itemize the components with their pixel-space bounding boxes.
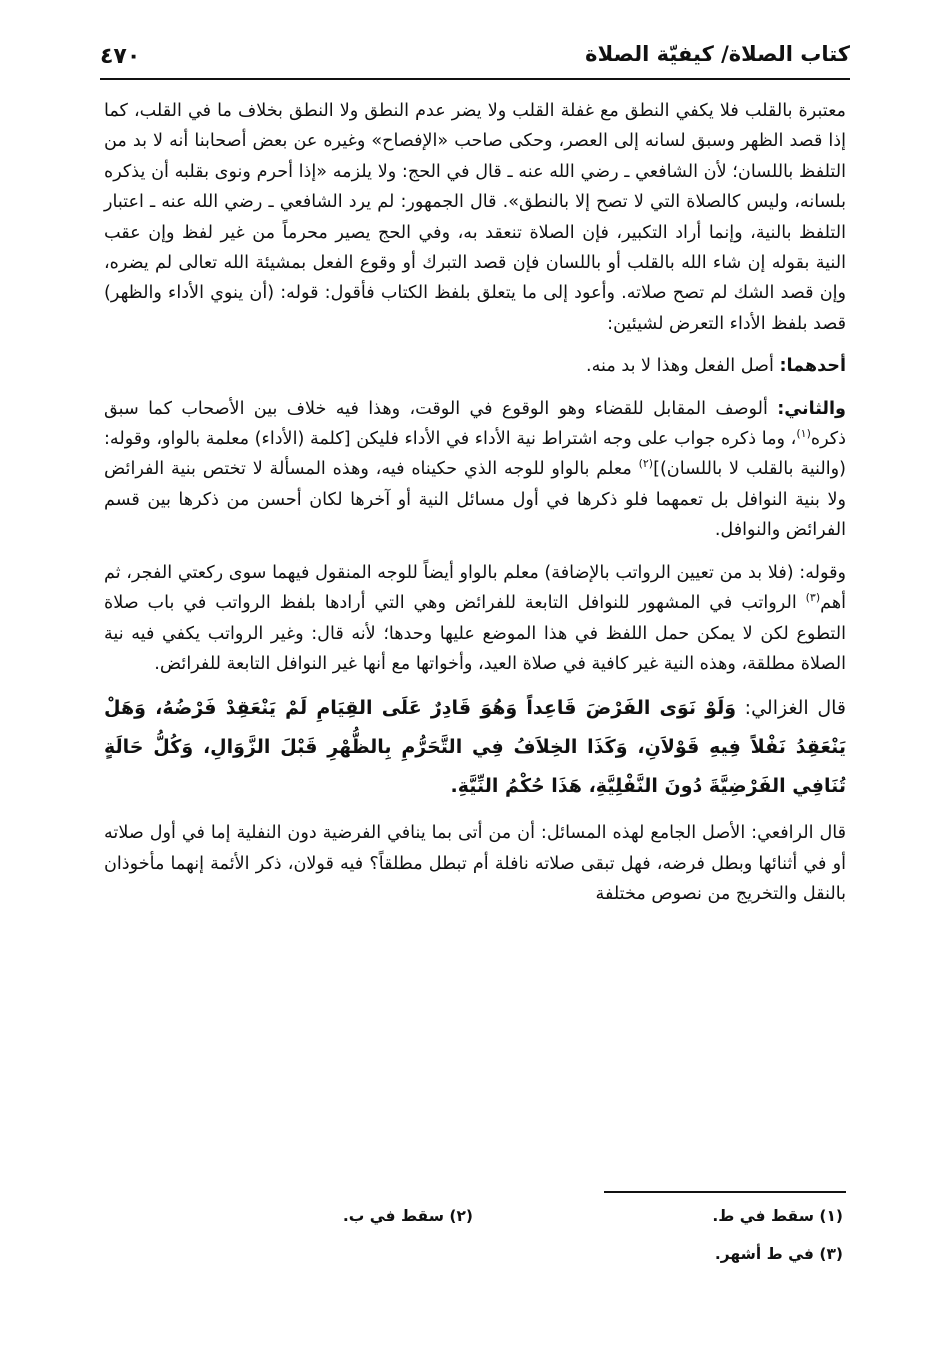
paragraph-3-text-b: ، وما ذكره جواب على وجه اشتراط نية الأداء في الأداء فليكن [كلمة (الأداء) معلمة بالواو، وقوله: (والنية بالقلب لا باللسان)] [104,429,846,480]
page-number: ٤٧٠ [100,44,141,69]
paragraph-3-lead: والثاني: [777,398,846,419]
paragraph-3 [104,394,846,546]
paragraph-2-lead: أحدهما: [779,356,846,377]
running-header [100,40,850,80]
paragraph-4 [104,558,846,680]
footnote-2: (٢) سقط في ب. [342,1207,473,1225]
footnote-ref-3: (٣) [805,591,821,605]
ghazali-quote-lead: قال الغزالي: [736,697,846,720]
ghazali-quote-text: وَلَوْ نَوَى الفَرْضَ قَاعِداً وَهُوَ قَادِرٌ عَلَى القِيَامِ لَمْ يَنْعَقِدْ فَرْضُهُ، وَهَلْ يَنْعَقِدُ نَفْلاً فِيهِ قَوْلاَنِ، وَكَذَا الخِلاَفُ فِي التَّحَرُّمِ بِالظُّهْرِ قَبْلَ الزَّوَالِ، وَكُلُّ حَالَةٍ تُنَافِي الفَرْضِيَّةَ دُونَ النَّفْلِيَّةِ، هَذَا حُكْمُ النِّيَّةِ. [104,697,846,798]
footnote-1: (١) سقط في ط. [712,1207,843,1225]
footnote-3: (٣) في ط أشهر. [714,1245,843,1263]
ghazali-quote [104,689,846,806]
main-text [104,96,846,910]
paragraph-3-text-a: ألوصف المقابل للقضاء وهو الوقوع في الوقت، وهذا فيه خلاف بين الأصحاب كما سبق ذكره [104,398,846,450]
paragraph-4-text-a: وقوله: (فلا بد من تعيين الرواتب بالإضافة) معلم بالواو أيضاً للوجه المنقول فيهما سوى ركعتي الفجر، ثم أهم [104,562,846,614]
paragraph-3-text-c: معلم بالواو للوجه الذي حكيناه فيه، وهذه المسألة لا تختص بنية الفرائض ولا بنية النوافل بل تعمهما فلو ذكرها في أول مسائل النية أو آخرها لكان أحسن من ذكرها بين قسم الفرائض والنوافل. [104,459,846,541]
paragraph-4-text-b: الرواتب في المشهور للنوافل التابعة للفرائض وهي التي أرادها بلفظ الرواتب في باب صلاة التطوع لكن لا يمكن حمل اللفظ في هذا الموضع عليها وحدها؛ لأنه قال: وغير الرواتب يكفي فيه نية الصلاة مطلقة، وهذه النية غير كافية في صلاة العيد، وأخواتها مع أنها غير النوافل التابعة للفرائض. [104,593,846,674]
paragraph-6: قال الرافعي: الأصل الجامع لهذه المسائل: أن من أتى بما ينافي الفرضية دون النفلية إما في أول صلاته أو في أثنائها وبطل فرضه، فهل تبقى صلاته نافلة أم تبطل مطلقاً؟ فيه قولان، ذكر الأئمة إنهما مأخوذان بالنقل والتخريج من نصوص مختلفة [104,823,846,905]
header-title: كتاب الصلاة/ كيفيّة الصلاة [585,42,850,66]
footnote-separator [604,1191,846,1193]
paragraph-2 [104,351,846,381]
footnote-ref-2: (٢) [638,457,654,471]
paragraph-1: معتبرة بالقلب فلا يكفي النطق مع غفلة القلب ولا يضر عدم النطق ولا النطق بخلاف ما في القلب، كما إذا قصد الظهر وسبق لسانه إلى العصر، وحكى صاحب «الإفصاح» وغيره عن بعض أصحابنا أنه لا بد من التلفظ باللسان؛ لأن الشافعي ـ رضي الله عنه ـ قال في الحج: ولا يلزمه «إذا أحرم ونوى بقلبه أن يذكره بلسانه، وليس كالصلاة التي لا تصح إلا بالنطق». قال الجمهور: لم يرد الشافعي ـ رضي الله عنه ـ اعتبار التلفظ بالنية، وإنما أراد التكبير، فإن الصلاة تنعقد به، وفي الحج يصير محرماً من غير لفظ وإن عقب النية بقوله إن شاء الله بالقلب أو باللسان فإن قصد التبرك أو وقوع الفعل بمشيئة الله تعالى لم يضره، وإن قصد الشك لم تصح صلاته. وأعود إلى ما يتعلق بلفظ الكتاب فأقول: قوله: (أن ينوي الأداء والظهر) قصد بلفظ الأداء التعرض لشيئين: [104,101,846,334]
paragraph-2-text: أصل الفعل وهذا لا بد منه. [585,356,780,377]
footnote-ref-1: (١) [796,427,811,441]
